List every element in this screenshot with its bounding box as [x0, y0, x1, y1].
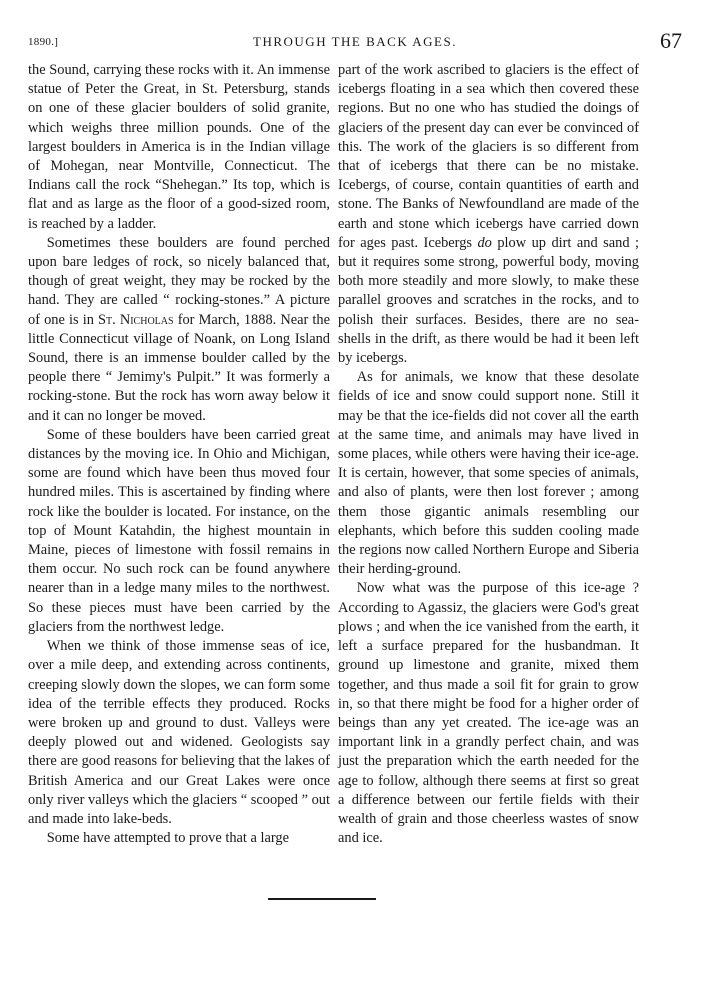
paragraph: the Sound, carrying these rocks with it. An immense statue of Peter the Great, in St. Petersburg, stands on one of these glacier boulders of solid granite, which weighs three million pounds. One of the largest boulders in America is in the Indian village of Mohegan, near Montville, Connecticut. The Indians call the rock “Shehegan.” Its top, which is flat and as large as the floor of a good-sized room, is reached by a ladder.	[28, 62, 330, 232]
paragraph-text: Sometimes these boulders are found perched upon bare ledges of rock, so nicely balanced that, though of great weight, they may be rocked by the hand. They are called “ rocking-stones.” A picture of one is in	[28, 234, 330, 328]
end-of-article-rule	[268, 898, 376, 900]
paragraph: Some have attempted to prove that a large	[46, 830, 290, 847]
magazine-title: St. Nicholas	[98, 311, 174, 328]
issue-date: 1890.]	[28, 36, 59, 48]
paragraph	[28, 234, 330, 426]
left-column	[28, 61, 330, 848]
paragraph-text: plow up dirt and sand ; but it requires some strong, powerful body, moving both more steadily and more slowly, to make these parallel grooves and scratches in the rocks, and to polish their surfaces. Besides, there are no sea-shells in the drift, as there would be had it been left by icebergs.	[338, 234, 639, 367]
emphasis: do	[477, 234, 492, 251]
paragraph	[338, 61, 639, 368]
paragraph: As for animals, we know that these desolate fields of ice and snow could support none. Still it may be that the ice-fields did not cover all the earth at the same time, and animals may have lived in some places, while others were having their ice-age. It is certain, however, that some species of animals, and also of plants, were then lost forever ; among them those gigantic animals resembling our elephants, which before this sudden cooling made the regions now called Northern Europe and Siberia their herding-ground.	[338, 369, 639, 578]
right-column	[338, 61, 639, 848]
paragraph: Now what was the purpose of this ice-age ? According to Agassiz, the glaciers were God's great plows ; and when the ice vanished from the earth, it left a surface prepared for the husbandman. It ground up limestone and granite, mixed them together, and thus made a soil fit for grain to grow in, so that there might be food for a higher order of beings than any yet created. The ice-age was an important link in a grandly perfect chain, and was just the preparation which the earth needed for the age to follow, although there seems at first so great a difference between our fertile fields with their wealth of grain and those cheerless wastes of snow and ice.	[338, 580, 639, 847]
running-title: THROUGH THE BACK AGES.	[253, 34, 457, 49]
page-number: 67	[660, 28, 682, 53]
running-header	[28, 30, 682, 60]
paragraph: Some of these boulders have been carried great distances by the moving ice. In Ohio and Michigan, some are found which have been thus moved four hundred miles. This is ascertained by finding where rock like the boulder is located. For instance, on the top of Mount Katahdin, the highest mountain in Maine, pieces of limestone with fossil remains in them occur. No such rock can be found anywhere nearer than in a ledge many miles to the northwest. So these pieces must have been carried by the glaciers from the northwest ledge.	[28, 426, 330, 635]
paragraph-text: part of the work ascribed to glaciers is the effect of icebergs floating in a sea which then covered these regions. But no one who has studied the doings of glaciers of the present day can ever be convinced of this. The work of the glaciers is so different from that of icebergs that there can be no mistake. Icebergs, of course, contain quantities of earth and stone. The Banks of Newfoundland are made of the earth and stone which icebergs have carried down for ages past. Icebergs	[338, 62, 639, 251]
paragraph-text: for March, 1888. Near the little Connecticut village of Noank, on Long Island Sound, there is an immense boulder called by the people there “ Jemimy's Pulpit.” It was formerly a rocking-stone. But the rock has worn away below it and it can no longer be moved.	[28, 311, 330, 424]
paragraph: When we think of those immense seas of ice, over a mile deep, and extending across continents, creeping slowly down the slopes, we can form some idea of the terrible effects they produced. Rocks were broken up and ground to dust. Valleys were deeply plowed out and widened. Geologists say there are good reasons for believing that the lakes of British America and our Great Lakes were once only river valleys which the glaciers “ scooped ” out and made into lake-beds.	[28, 638, 330, 827]
